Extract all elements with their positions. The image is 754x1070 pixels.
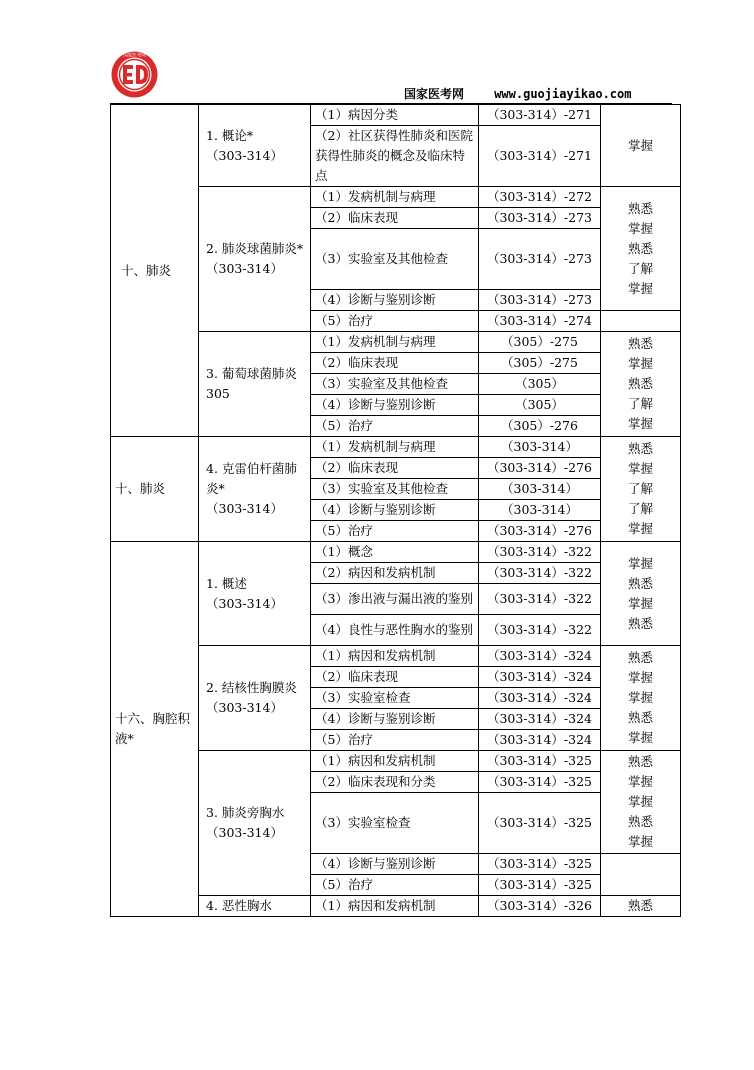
item-cell	[311, 667, 479, 688]
reference-text: （303-314）-325	[486, 774, 593, 789]
reference-text: （303-314）-325	[486, 856, 593, 871]
reference-cell	[479, 311, 601, 332]
reference-text: （303-314）-322	[486, 544, 593, 559]
level-cell	[601, 437, 681, 542]
item-cell	[311, 208, 479, 229]
item-text: （5）治疗	[315, 418, 373, 433]
reference-text: （303-314）-324	[486, 711, 593, 726]
reference-cell	[479, 584, 601, 615]
reference-text: （305）-275	[501, 334, 578, 349]
table-row	[111, 437, 681, 458]
level-cell	[601, 646, 681, 751]
item-cell	[311, 709, 479, 730]
topic-title-line: 2. 结核性胸膜炎	[206, 680, 297, 695]
item-text: （1）病因和发病机制	[315, 648, 436, 663]
chapter-cell	[111, 105, 199, 437]
topic-title-line: 1. 概述	[206, 575, 247, 591]
topic-cell	[199, 332, 311, 437]
level-cell	[601, 751, 681, 854]
reference-text: （305）	[515, 397, 564, 412]
reference-text: （303-314）-325	[486, 815, 593, 830]
item-text: （3）渗出液与漏出液的鉴别	[315, 591, 473, 606]
item-text: （5）治疗	[315, 732, 373, 747]
topic-title-line: （303-314）	[206, 595, 283, 611]
reference-cell	[479, 208, 601, 229]
level-text: 熟悉	[627, 441, 653, 456]
level-text: 掌握	[627, 670, 653, 685]
site-url[interactable]: www.guojiayikao.com	[494, 87, 632, 101]
item-text: （1）病因和发病机制	[315, 898, 436, 913]
reference-cell	[479, 793, 601, 854]
level-text: 熟悉	[627, 710, 653, 725]
item-cell	[311, 229, 479, 290]
topic-title-line: 1. 概论*	[206, 127, 254, 143]
item-cell	[311, 332, 479, 353]
reference-text: （303-314）-272	[486, 189, 593, 204]
reference-cell	[479, 416, 601, 437]
reference-cell	[479, 126, 601, 187]
level-text: 了解	[627, 260, 653, 276]
item-cell	[311, 793, 479, 854]
item-cell	[311, 730, 479, 751]
item-text: （5）治疗	[315, 313, 373, 328]
reference-cell	[479, 353, 601, 374]
item-cell	[311, 500, 479, 521]
chapter-title: 十六、胸腔积液*	[115, 711, 191, 746]
item-cell	[311, 187, 479, 208]
item-text: （3）实验室检查	[315, 690, 411, 705]
topic-title-line: （303-314）	[206, 825, 283, 840]
reference-cell	[479, 875, 601, 896]
site-name: 国家医考网	[404, 87, 465, 101]
reference-text: （303-314）-276	[486, 460, 593, 475]
item-cell	[311, 437, 479, 458]
chapter-cell	[111, 437, 199, 542]
item-text: （4）诊断与鉴别诊断	[315, 397, 436, 412]
level-cell	[601, 105, 681, 187]
item-text: （2）临床表现	[315, 210, 398, 225]
topic-title-line: 3. 肺炎旁胸水	[206, 805, 285, 820]
level-text: 掌握	[627, 461, 653, 476]
reference-text: （305）-276	[501, 418, 578, 433]
item-text: （5）治疗	[315, 523, 373, 538]
reference-text: （303-314）	[501, 502, 578, 517]
item-text: （2）临床表现	[315, 355, 398, 370]
item-cell	[311, 646, 479, 667]
chapter-title: 十、肺炎	[121, 262, 172, 278]
reference-text: （303-314）-322	[486, 591, 593, 606]
level-text: 了解	[627, 501, 653, 516]
level-text: 掌握	[627, 794, 653, 809]
item-text: （2）临床表现	[315, 669, 398, 684]
level-text: 熟悉	[627, 376, 653, 391]
level-text: 了解	[627, 481, 653, 496]
reference-text: （303-314）-271	[486, 107, 593, 122]
level-text: 熟悉	[627, 898, 653, 913]
reference-text: （303-314）-324	[486, 732, 593, 747]
level-text: 掌握	[627, 137, 653, 153]
item-cell	[311, 395, 479, 416]
level-cell	[601, 854, 681, 896]
item-cell	[311, 584, 479, 615]
item-cell	[311, 615, 479, 646]
item-cell	[311, 374, 479, 395]
item-cell	[311, 290, 479, 311]
item-text: （2）临床表现和分类	[315, 774, 436, 789]
topic-title-line: 4. 恶性胸水	[206, 898, 272, 913]
item-text: （3）实验室及其他检查	[315, 376, 448, 391]
item-text: （2）病因和发病机制	[315, 565, 436, 580]
reference-text: （303-314）-326	[486, 898, 593, 913]
item-cell	[311, 311, 479, 332]
level-text: 熟悉	[627, 650, 653, 665]
level-text: 熟悉	[627, 575, 653, 591]
level-text: 熟悉	[627, 814, 653, 829]
topic-title-line: 4. 克雷伯杆菌肺炎*	[206, 461, 297, 496]
item-text: （4）诊断与鉴别诊断	[315, 292, 436, 307]
chapter-title: 十、肺炎	[115, 481, 166, 496]
reference-text: （303-314）-324	[486, 648, 593, 663]
reference-cell	[479, 751, 601, 772]
reference-text: （305）-275	[501, 355, 578, 370]
level-text: 掌握	[627, 834, 653, 849]
level-text: 掌握	[627, 416, 653, 431]
table-row	[111, 542, 681, 563]
svg-text:国家医考网: 国家医考网	[123, 53, 146, 59]
reference-cell	[479, 187, 601, 208]
item-cell	[311, 772, 479, 793]
reference-text: （303-314）	[501, 439, 578, 454]
reference-text: （303-314）-273	[486, 292, 593, 307]
item-cell	[311, 479, 479, 500]
reference-cell	[479, 854, 601, 875]
site-logo	[110, 50, 159, 99]
level-cell	[601, 332, 681, 437]
item-cell	[311, 688, 479, 709]
reference-text: （303-314）-322	[486, 565, 593, 580]
reference-cell	[479, 667, 601, 688]
item-text: （2）社区获得性肺炎和医院获得性肺炎的概念及临床特点	[315, 128, 473, 183]
reference-cell	[479, 730, 601, 751]
item-text: （4）诊断与鉴别诊断	[315, 856, 436, 871]
level-cell	[601, 187, 681, 311]
reference-text: （303-314）-325	[486, 753, 593, 768]
level-text: 掌握	[627, 521, 653, 536]
item-text: （1）概念	[315, 544, 373, 559]
item-cell	[311, 521, 479, 542]
item-text: （1）发病机制与病理	[315, 439, 436, 454]
item-cell	[311, 105, 479, 126]
item-text: （3）实验室及其他检查	[315, 481, 448, 496]
item-text: （1）发病机制与病理	[315, 189, 436, 204]
reference-text: （305）	[515, 376, 564, 391]
reference-cell	[479, 772, 601, 793]
level-cell	[601, 896, 681, 917]
reference-cell	[479, 521, 601, 542]
item-text: （3）实验室及其他检查	[315, 251, 448, 266]
reference-text: （303-314）-325	[486, 877, 593, 892]
reference-cell	[479, 542, 601, 563]
level-text: 了解	[627, 396, 653, 411]
reference-cell	[479, 458, 601, 479]
item-cell	[311, 416, 479, 437]
level-cell	[601, 311, 681, 332]
topic-title-line: （303-314）	[206, 261, 283, 276]
table-row	[111, 105, 681, 126]
item-text: （4）诊断与鉴别诊断	[315, 711, 436, 726]
topic-cell	[199, 105, 311, 187]
reference-text: （303-314）-324	[486, 669, 593, 684]
item-text: （2）临床表现	[315, 460, 398, 475]
topic-cell	[199, 646, 311, 751]
level-text: 掌握	[627, 220, 653, 236]
syllabus-table	[110, 104, 681, 917]
reference-cell	[479, 615, 601, 646]
item-text: （1）病因和发病机制	[315, 753, 436, 768]
item-cell	[311, 751, 479, 772]
reference-cell	[479, 709, 601, 730]
item-cell	[311, 458, 479, 479]
item-text: （1）发病机制与病理	[315, 334, 436, 349]
chapter-cell	[111, 542, 199, 917]
reference-cell	[479, 105, 601, 126]
item-cell	[311, 353, 479, 374]
level-text: 掌握	[627, 555, 653, 571]
site-header	[404, 85, 631, 102]
reference-cell	[479, 229, 601, 290]
level-cell	[601, 542, 681, 646]
level-text: 掌握	[627, 356, 653, 371]
item-cell	[311, 126, 479, 187]
topic-title-line: （303-314）	[206, 147, 283, 163]
topic-title-line: 2. 肺炎球菌肺炎*	[206, 241, 304, 256]
level-text: 掌握	[627, 774, 653, 789]
reference-cell	[479, 374, 601, 395]
reference-text: （303-314）	[501, 481, 578, 496]
item-cell	[311, 896, 479, 917]
reference-cell	[479, 479, 601, 500]
item-text: （4）良性与恶性胸水的鉴别	[315, 622, 473, 637]
level-text: 掌握	[627, 690, 653, 705]
reference-text: （303-314）-322	[486, 622, 593, 637]
item-text: （1）病因分类	[315, 107, 398, 122]
reference-text: （303-314）-276	[486, 523, 593, 538]
reference-cell	[479, 896, 601, 917]
reference-cell	[479, 688, 601, 709]
level-text: 掌握	[627, 595, 653, 611]
reference-cell	[479, 332, 601, 353]
level-text: 掌握	[627, 730, 653, 745]
topic-title-line: 305	[206, 386, 230, 401]
reference-text: （303-314）-273	[486, 210, 593, 225]
reference-cell	[479, 563, 601, 584]
reference-cell	[479, 290, 601, 311]
topic-cell	[199, 542, 311, 646]
reference-cell	[479, 500, 601, 521]
item-cell	[311, 542, 479, 563]
reference-text: （303-314）-324	[486, 690, 593, 705]
level-text: 掌握	[627, 280, 653, 296]
topic-title-line: （303-314）	[206, 501, 283, 516]
item-text: （4）诊断与鉴别诊断	[315, 502, 436, 517]
item-cell	[311, 854, 479, 875]
item-text: （5）治疗	[315, 877, 373, 892]
reference-text: （303-314）-271	[486, 148, 593, 163]
level-text: 熟悉	[627, 240, 653, 256]
level-text: 熟悉	[627, 200, 653, 216]
level-text: 熟悉	[627, 336, 653, 351]
reference-cell	[479, 395, 601, 416]
item-text: （3）实验室检查	[315, 815, 411, 830]
item-cell	[311, 875, 479, 896]
topic-title-line: 3. 葡萄球菌肺炎	[206, 366, 297, 381]
reference-cell	[479, 437, 601, 458]
reference-text: （303-314）-274	[486, 313, 593, 328]
topic-cell	[199, 751, 311, 896]
level-text: 熟悉	[627, 615, 653, 631]
item-cell	[311, 563, 479, 584]
reference-text: （303-314）-273	[486, 251, 593, 266]
reference-cell	[479, 646, 601, 667]
topic-title-line: （303-314）	[206, 700, 283, 715]
topic-cell	[199, 437, 311, 542]
topic-cell	[199, 896, 311, 917]
topic-cell	[199, 187, 311, 332]
level-text: 熟悉	[627, 754, 653, 769]
